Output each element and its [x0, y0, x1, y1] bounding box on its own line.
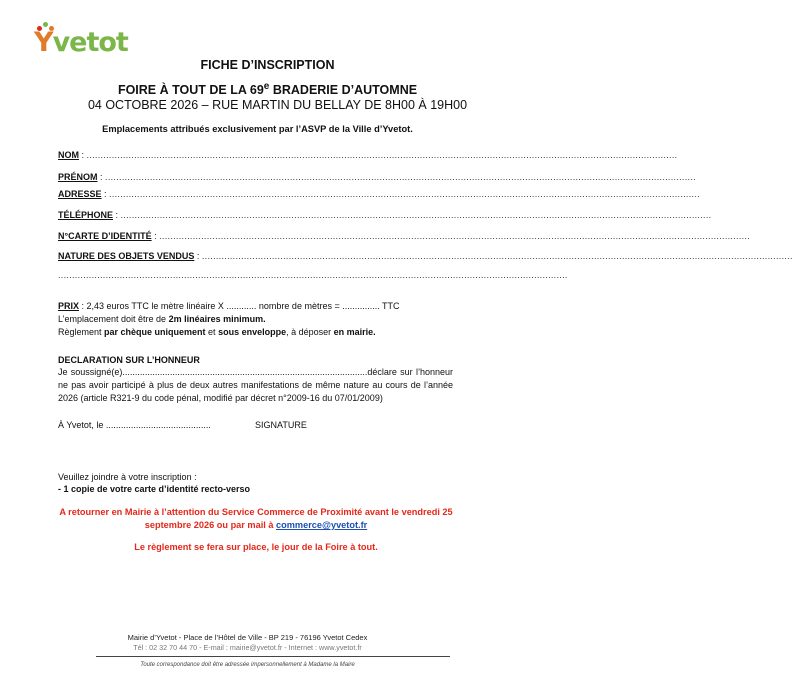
price-section: [58, 300, 453, 339]
place-date: À Yvetot, le ..........................................: [58, 420, 211, 430]
nature-objets-field[interactable]: NATURE DES OBJETS VENDUS : ...................................................................................................................................................................................................................: [58, 251, 793, 261]
allocation-note: Emplacements attribués exclusivement par l’ASVP de la Ville d’Yvetot.: [102, 124, 413, 134]
prenom-field[interactable]: PRÉNOM : ...................................................................................................................................................................................................................: [58, 172, 696, 182]
event-details: 04 OCTOBRE 2026 – RUE MARTIN DU BELLAY DE 8H00 À 19H00: [87, 98, 468, 112]
telephone-field[interactable]: TÉLÉPHONE : ...................................................................................................................................................................................................................: [58, 210, 712, 220]
footer-disclaimer: Toute correspondance doit être adressée impersonnellement à Madame la Maire: [140, 662, 355, 668]
signature-label: SIGNATURE: [255, 420, 307, 430]
email-link[interactable]: commerce@yvetot.fr: [276, 520, 368, 530]
nom-field[interactable]: NOM : ...................................................................................................................................................................................................................: [58, 150, 678, 160]
yvetot-logo: [34, 26, 126, 60]
payment-line: Règlement par chèque uniquement et sous enveloppe, à déposer en mairie.: [58, 327, 376, 337]
declaration-title: DECLARATION SUR L’HONNEUR: [58, 355, 200, 365]
attachments-item: - 1 copie de votre carte d’identité recto-verso: [58, 484, 251, 494]
price-line: PRIX : 2,43 euros TTC le mètre linéaire X ............ nombre de mètres = ............... TTC: [58, 301, 400, 311]
declaration-text: Je soussigné(e)..................................................................................................déclare sur l’honneur ne pas avoir participé à plus de deux autres manifestations de même nature au cours de l’année 2026 (article R321-9 du code pénal, modifié par décret n°2009-16 du 07/01/2009): [58, 367, 453, 403]
nature-objets-line2[interactable]: ......................................................................................................................................................................................: [58, 270, 568, 280]
event-title: FOIRE À TOUT DE LA 69e BRADERIE D’AUTOMNE: [117, 81, 418, 98]
attachments-intro: Veuillez joindre à votre inscription :: [58, 472, 197, 482]
length-line: L’emplacement doit être de 2m linéaires minimum.: [58, 314, 266, 324]
footer-contact: Tél : 02 32 70 44 70 - E-mail : mairie@yvetot.fr - Internet : www.yvetot.fr: [133, 643, 362, 652]
payment-notice: Le règlement se fera sur place, le jour de la Foire à tout.: [134, 542, 378, 552]
return-notice: A retourner en Mairie à l’attention du Service Commerce de Proximité avant le vendredi 25 septembre 2026 ou par mail à commerce@yvetot.fr: [59, 507, 453, 530]
footer-address: Mairie d’Yvetot - Place de l’Hôtel de Ville - BP 219 - 76196 Yvetot Cedex: [127, 633, 368, 642]
footer-divider: [96, 656, 450, 657]
carte-identite-field[interactable]: N°CARTE D’IDENTITÉ : ...................................................................................................................................................................................................................: [58, 231, 751, 241]
adresse-field[interactable]: ADRESSE : ...................................................................................................................................................................................................................: [58, 189, 700, 199]
logo-text: Yvetot: [34, 27, 128, 58]
form-title: FICHE D’INSCRIPTION: [200, 58, 335, 72]
